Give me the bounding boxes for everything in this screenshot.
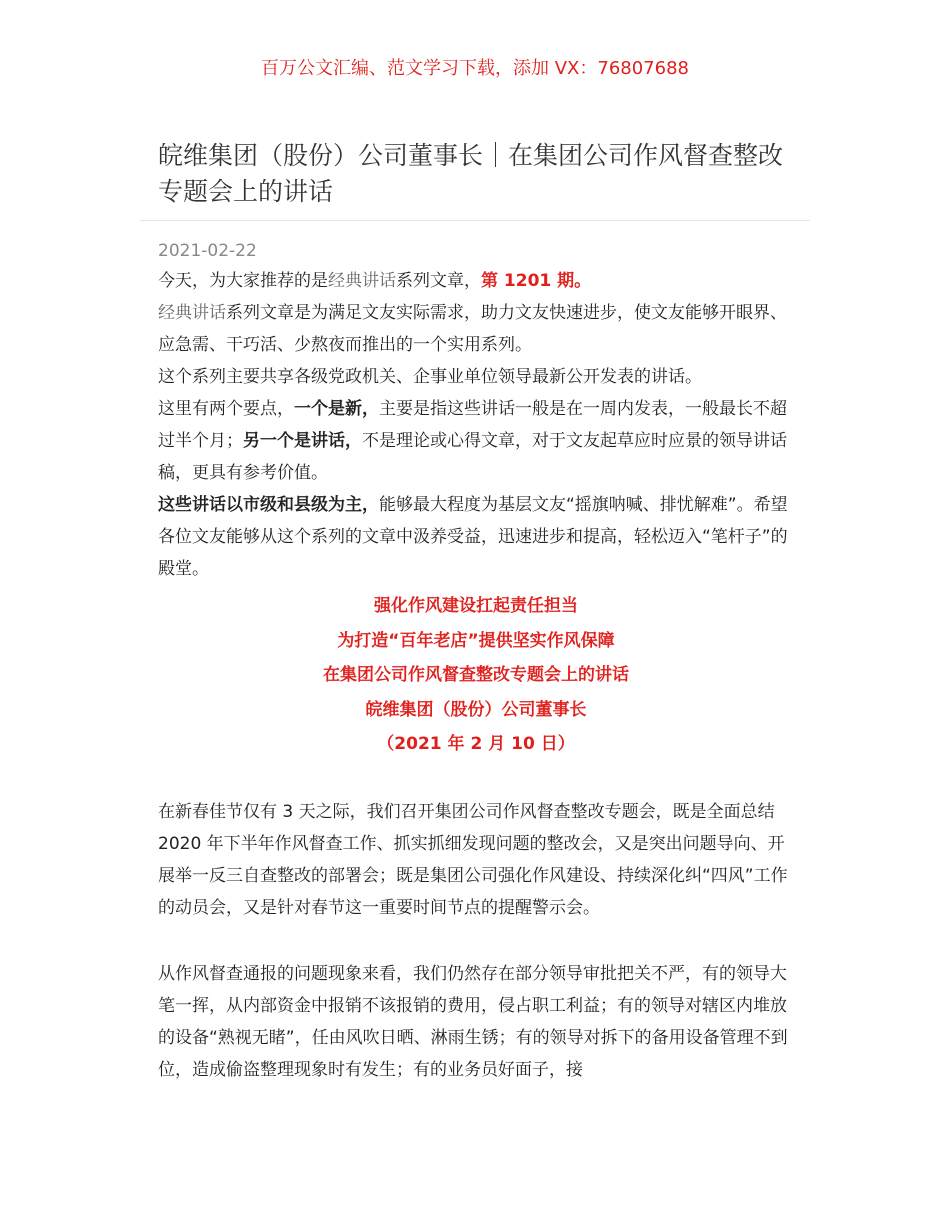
key-point-speech: 另一个是讲话， bbox=[243, 431, 362, 451]
speech-date: （2021 年 2 月 10 日） bbox=[377, 734, 575, 754]
intro-paragraph-5 bbox=[158, 489, 794, 585]
intro-paragraph-2 bbox=[158, 297, 794, 361]
title-divider bbox=[140, 220, 810, 221]
speech-header bbox=[158, 589, 794, 762]
speech-paragraph-1: 在新春佳节仅有 3 天之际，我们召开集团公司作风督查整改专题会，既是全面总结 2020 年下半年作风督查工作、抓实抓细发现问题的整改会，又是突出问题导向、开展举一反三自查整改的部署会；既是集团公司强化作风建设、持续深化纠“四风”工作的动员会，又是针对春节这一重要时间节点的提醒警示会。 bbox=[158, 801, 788, 918]
speech-title-line-2: 为打造“百年老店”提供坚实作风保障 bbox=[337, 630, 615, 651]
key-point-new: 一个是新， bbox=[294, 399, 379, 419]
key-point-level: 这些讲话以市级和县级为主， bbox=[158, 495, 379, 515]
intro-text: 这里有两个要点， bbox=[158, 399, 294, 419]
series-name: 经典讲话 bbox=[328, 271, 396, 291]
speech-title-line-3: 在集团公司作风督查整改专题会上的讲话 bbox=[323, 665, 629, 685]
publish-date: 2021-02-22 bbox=[158, 241, 257, 261]
speech-paragraph-2: 从作风督查通报的问题现象来看，我们仍然存在部分领导审批把关不严，有的领导大笔一挥，从内部资金中报销不该报销的费用，侵占职工利益；有的领导对辖区内堆放的设备“熟视无睹”，任由风吹日晒、淋雨生锈；有的领导对拆下的备用设备管理不到位，造成偷盗整理现象时有发生；有的业务员好面子，接 bbox=[158, 963, 788, 1080]
intro-text: 不是理论或心得文章，对于文友起草应时应景的领导讲话稿，更具有参考价值。 bbox=[158, 431, 787, 483]
promo-banner: 百万公文汇编、范文学习下载，添加 VX：76807688 bbox=[261, 58, 689, 79]
intro-paragraph-4 bbox=[158, 393, 794, 489]
speech-title-line-1: 强化作风建设扛起责任担当 bbox=[374, 596, 578, 616]
intro-text: 系列文章， bbox=[396, 271, 481, 291]
issue-number: 第 1201 期。 bbox=[481, 271, 592, 291]
intro-text: 能够最大程度为基层文友“摇旗呐喊、排忧解难”。希望各位文友能够从这个系列的文章中汲养受益，迅速进步和提高，轻松迈入“笔杆子”的殿堂。 bbox=[158, 495, 788, 579]
series-name: 经典讲话 bbox=[158, 303, 226, 323]
speaker: 皖维集团（股份）公司董事长 bbox=[365, 699, 587, 720]
article-title: 皖维集团（股份）公司董事长｜在集团公司作风督查整改专题会上的讲话 bbox=[158, 141, 784, 206]
intro-text: 今天，为大家推荐的是 bbox=[158, 271, 328, 291]
intro-text: 系列文章是为满足文友实际需求，助力文友快速进步，使文友能够开眼界、应急需、干巧活、少熬夜而推出的一个实用系列。 bbox=[158, 303, 787, 355]
article-body bbox=[158, 265, 794, 1086]
intro-paragraph-1 bbox=[158, 265, 794, 297]
intro-text: 主要是指这些讲话一般是在一周内发表，一般最长不超过半个月； bbox=[158, 399, 787, 451]
intro-paragraph-3: 这个系列主要共享各级党政机关、企事业单位领导最新公开发表的讲话。 bbox=[158, 367, 702, 387]
